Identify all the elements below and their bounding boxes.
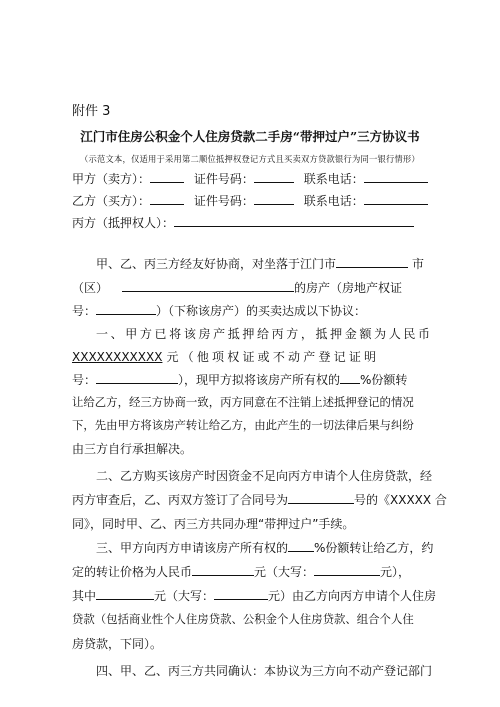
clause-2-line: 同》，同时甲、乙、丙三方共同办理“带押过户”手续。 [72,517,355,531]
body-line: 甲、乙、丙三方经友好协商，对坐落于江门市 市 [96,257,425,271]
clause-2-line: 二、乙方购买该房产时因资金不足向丙方申请个人住房贷款，经 [96,469,433,483]
party-b-phone-label: 联系电话： [303,194,364,208]
party-b-label: 乙方（买方）： [72,194,151,208]
clause-3-line: 贷款（包括商业性个人住房贷款、公积金个人住房贷款、组合个人住 [72,612,414,626]
attachment-label: 附件 3 [72,104,111,119]
mortgage-amount: XXXXXXXXXXX [72,350,163,364]
party-b-row [72,192,428,209]
clause-1-line: 下，先由甲方将该房产转让给乙方，由此产生的一切法律后果与纠纷 [72,418,414,432]
body-line: （区） 的房产（房地产权证 [72,281,403,295]
party-a-name-blank [150,170,184,183]
party-b-id-label: 证件号码： [193,194,254,208]
party-c-label: 丙方（抵押权人）： [72,216,175,230]
clause-3-line: 定的转让价格为人民币 元（大写： 元）， [72,565,411,579]
body-line: 号： ）（下称该房产）的买卖达成以下协议： [72,304,367,318]
party-a-label: 甲方（卖方）： [72,172,151,186]
party-a-phone-label: 联系电话： [303,172,364,186]
clause-3-line: 其中 元（大写： 元）由乙方向丙方申请个人住房 [72,589,437,603]
clause-1-line: 号： ），现甲方拟将该房产所有权的 %份额转 [72,373,408,387]
clause-3-line: 三、甲方向丙方申请该房产所有权的 %份额转让给乙方，约 [96,541,434,555]
clause-2-line: 丙方审查后，乙、丙双方签订了合同号为 号的《XXXXX 合 [72,493,447,507]
clause-1-line: 一、甲方已将该房产抵押给丙方，抵押金额为人民币 [96,327,430,341]
party-c-name-blank [174,214,414,227]
clause-3-line: 房贷款，下同）。 [72,637,163,651]
clause-1-line: XXXXXXXXXXX 元（他项权证或不动产登记证明 [72,350,380,364]
party-b-id-blank [254,192,294,205]
clause-1-line: 让给乙方，经三方协商一致，丙方同意在不注销上述抵押登记的情况 [72,395,414,409]
party-a-phone-blank [364,170,428,183]
document-title: 江门市住房公积金个人住房贷款二手房“带押过户”三方协议书 [80,129,420,144]
template-note: （示范文本，仅适用于采用第二顺位抵押权登记方式且买卖双方贷款银行为同一银行情形） [80,154,420,164]
party-b-phone-blank [364,192,428,205]
party-a-id-label: 证件号码： [193,172,254,186]
party-a-id-blank [254,170,294,183]
clause-4-line: 四、甲、乙、丙三方共同确认：本协议为三方向不动产登记部门 [96,664,433,678]
party-a-row [72,170,428,187]
party-b-name-blank [150,192,184,205]
clause-1-line: 由三方自行承担解决。 [72,442,193,456]
party-c-row [72,214,414,231]
